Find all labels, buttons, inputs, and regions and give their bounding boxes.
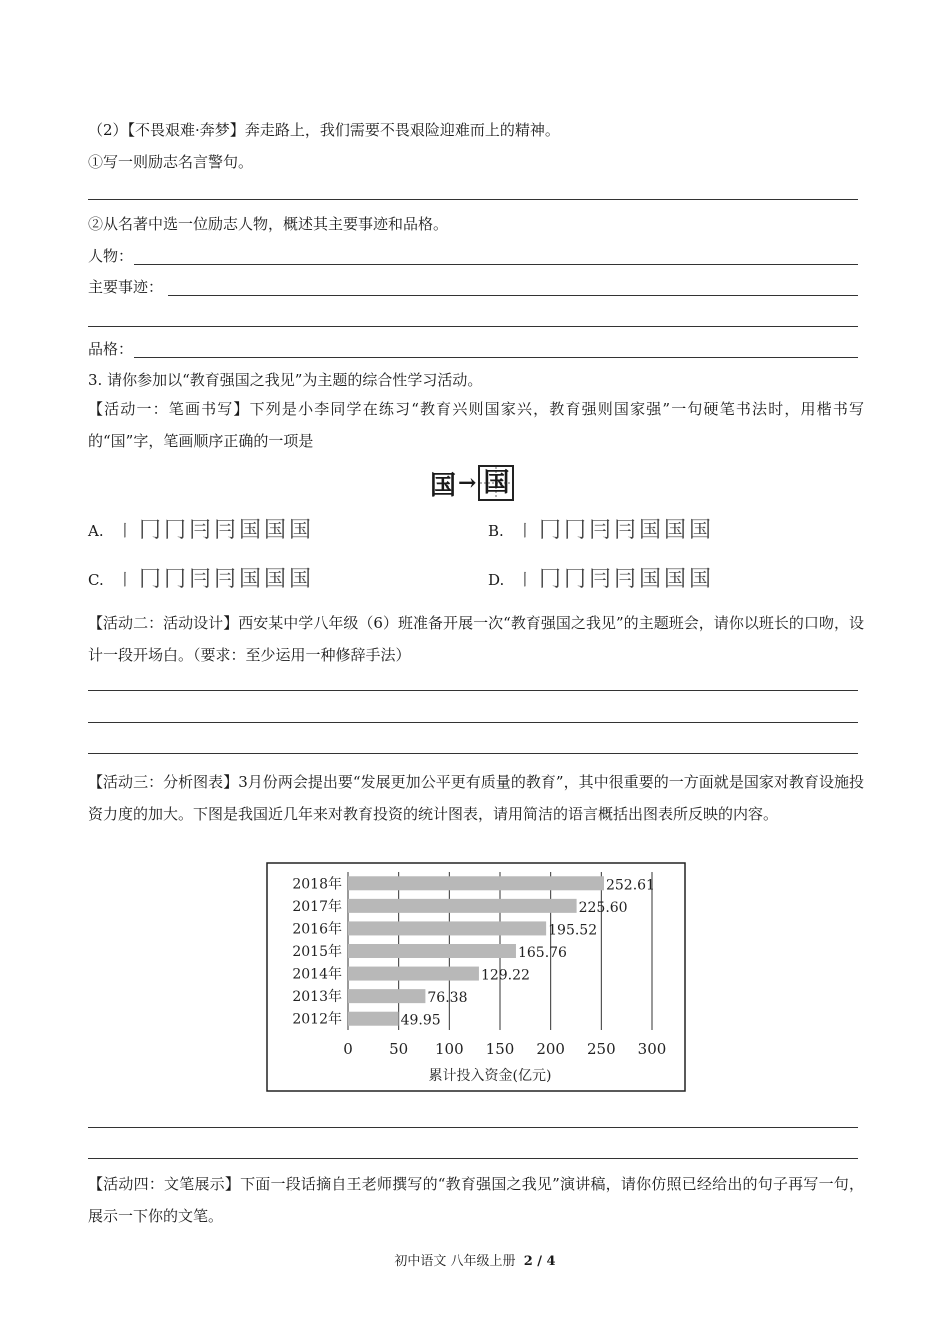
value-label: 195.52 — [548, 922, 598, 939]
x-tick-label: 50 — [389, 1040, 409, 1058]
guo-character: 国 — [430, 470, 457, 501]
education-investment-chart — [266, 862, 686, 1092]
stroke-step-6: 国 — [639, 518, 662, 543]
arrow-icon: → — [458, 470, 477, 496]
stroke-step-3: 冂 — [164, 518, 187, 543]
stroke-step-3: 冂 — [564, 567, 587, 592]
stroke-step-4: 冃 — [189, 567, 212, 592]
category-label: 2014年 — [292, 966, 342, 983]
stroke-step-8: 国 — [689, 567, 712, 592]
option-c-label: C. — [88, 571, 104, 589]
stroke-step-5: 冃 — [214, 518, 237, 543]
bar-2014年 — [348, 967, 479, 981]
value-label: 76.38 — [427, 990, 468, 1007]
stroke-step-1: 丨 — [116, 521, 133, 540]
activity1-text: 【活动一：笔画书写】下列是小李同学在练习“教育兴则国家兴，教育强则国家强”一句硬笔书法时，用楷书写的“国”字，笔画顺序正确的一项是 — [88, 400, 864, 450]
stroke-step-5: 冃 — [614, 567, 637, 592]
option-a[interactable] — [88, 519, 311, 543]
stroke-step-1: 丨 — [516, 570, 533, 589]
bar-2015年 — [348, 944, 516, 958]
footer-page: 2 / 4 — [523, 1254, 556, 1269]
x-tick-label: 250 — [587, 1040, 616, 1058]
option-d-strokes — [514, 568, 711, 592]
activity2-text: 【活动二：活动设计】西安某中学八年级（6）班准备开展一次“教育强国之我见”的主题班会，请你以班长的口吻，设计一段开场白。（要求：至少运用一种修辞手法） — [88, 614, 864, 664]
activity4-text: 【活动四：文笔展示】下面一段话摘自王老师撰写的“教育强国之我见”演讲稿，请你仿照已经给出的句子再写一句，展示一下你的文笔。 — [88, 1175, 864, 1225]
answer-line[interactable] — [88, 199, 858, 200]
bar-2018年 — [348, 876, 604, 890]
stroke-step-4: 冃 — [589, 518, 612, 543]
answer-line[interactable] — [88, 690, 858, 691]
stroke-step-6: 国 — [639, 567, 662, 592]
q2-heading: （2）【不畏艰难·奔梦】奔走路上，我们需要不畏艰险迎难而上的精神。 — [88, 121, 560, 139]
option-b-label: B. — [488, 522, 504, 540]
stroke-step-1: 丨 — [516, 521, 533, 540]
stroke-step-4: 冃 — [589, 567, 612, 592]
page-footer — [0, 1250, 950, 1269]
option-a-label: A. — [88, 522, 104, 540]
option-d-label: D. — [488, 571, 505, 589]
guo-grid-box — [478, 465, 514, 501]
stroke-step-8: 国 — [289, 518, 312, 543]
deeds-answer-line[interactable] — [168, 295, 858, 296]
stroke-step-7: 国 — [664, 567, 687, 592]
x-tick-label: 100 — [435, 1040, 464, 1058]
stroke-step-7: 国 — [664, 518, 687, 543]
bar-2016年 — [348, 921, 546, 935]
stroke-step-3: 冂 — [164, 567, 187, 592]
category-label: 2017年 — [292, 898, 342, 915]
option-c[interactable] — [88, 568, 311, 592]
x-tick-label: 0 — [343, 1040, 353, 1058]
option-d[interactable] — [488, 568, 711, 592]
stroke-step-6: 国 — [239, 518, 262, 543]
category-label: 2016年 — [292, 921, 342, 938]
stroke-step-7: 国 — [264, 567, 287, 592]
stroke-step-1: 丨 — [116, 570, 133, 589]
option-a-strokes — [114, 519, 311, 543]
q2-sub1: ①写一则励志名言警句。 — [88, 153, 254, 171]
option-b[interactable] — [488, 519, 711, 543]
value-label: 252.61 — [605, 877, 655, 894]
deeds-label: 主要事迹： — [88, 278, 164, 296]
x-axis-label: 累计投入资金(亿元) — [428, 1068, 552, 1084]
bar-2013年 — [348, 989, 425, 1003]
category-label: 2018年 — [292, 876, 342, 893]
value-label: 129.22 — [480, 967, 530, 984]
q2-sub2: ②从名著中选一位励志人物，概述其主要事迹和品格。 — [88, 215, 449, 233]
stroke-step-7: 国 — [264, 518, 287, 543]
bar-2017年 — [348, 899, 577, 913]
option-c-strokes — [114, 568, 311, 592]
answer-line[interactable] — [88, 326, 858, 327]
answer-line[interactable] — [88, 1127, 858, 1128]
answer-line[interactable] — [88, 753, 858, 754]
stroke-step-8: 国 — [689, 518, 712, 543]
category-label: 2015年 — [292, 944, 342, 960]
stroke-step-4: 冃 — [189, 518, 212, 543]
answer-line[interactable] — [88, 722, 858, 723]
stroke-step-2: 冂 — [139, 518, 162, 543]
guo-character-figure — [430, 464, 514, 502]
bar-2012年 — [348, 1012, 399, 1026]
x-tick-label: 300 — [637, 1040, 667, 1058]
guo-character-boxed: 国 — [483, 468, 510, 498]
x-tick-label: 200 — [536, 1040, 565, 1058]
stroke-step-8: 国 — [289, 567, 312, 592]
answer-line[interactable] — [88, 1158, 858, 1159]
character-answer-line[interactable] — [134, 357, 858, 358]
activity3-text: 【活动三：分析图表】3月份两会提出要“发展更加公平更有质量的教育”，其中很重要的一方面就是国家对教育设施投资力度的加大。下图是我国近几年来对教育投资的统计图表，请用简洁的语言概括出图表所反映的内容。 — [88, 773, 864, 823]
footer-subject: 初中语文 八年级上册 — [394, 1254, 516, 1269]
stroke-step-6: 国 — [239, 567, 262, 592]
stroke-step-2: 冂 — [539, 518, 562, 543]
category-label: 2012年 — [292, 1011, 342, 1028]
stroke-step-5: 冃 — [214, 567, 237, 592]
person-label: 人物： — [88, 247, 134, 265]
q3-intro: 3. 请你参加以“教育强国之我见”为主题的综合性学习活动。 — [88, 371, 483, 389]
character-label: 品格： — [88, 340, 134, 358]
stroke-step-2: 冂 — [539, 567, 562, 592]
stroke-step-5: 冃 — [614, 518, 637, 543]
x-tick-label: 150 — [485, 1040, 515, 1058]
stroke-step-3: 冂 — [564, 518, 587, 543]
stroke-step-2: 冂 — [139, 567, 162, 592]
option-b-strokes — [514, 519, 711, 543]
category-label: 2013年 — [292, 989, 342, 1006]
person-answer-line[interactable] — [134, 264, 858, 265]
value-label: 165.76 — [517, 945, 567, 961]
value-label: 225.60 — [578, 899, 628, 916]
value-label: 49.95 — [400, 1012, 441, 1029]
